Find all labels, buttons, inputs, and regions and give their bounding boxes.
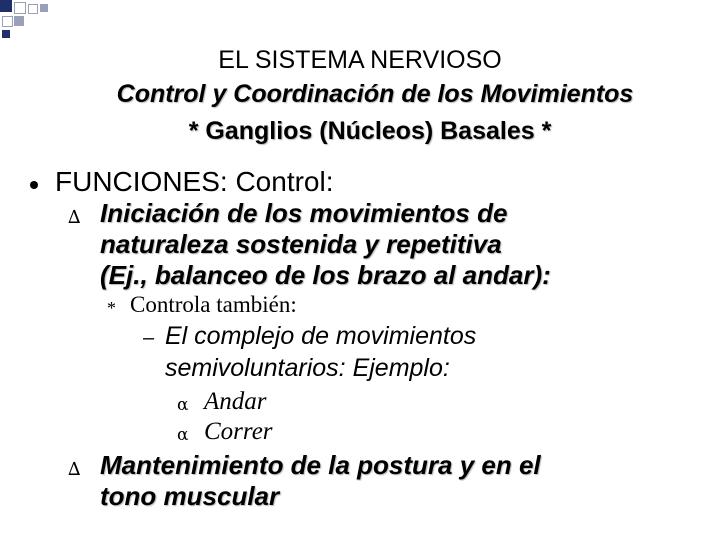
- bullet-dot-icon: [30, 181, 38, 189]
- decor-square: [28, 4, 38, 14]
- decor-square: [14, 16, 24, 26]
- decor-square: [14, 2, 26, 14]
- slide-subtitle: Control y Coordinación de los Movimientos: [116, 80, 634, 108]
- item1-line: (Ej., balanceo de los brazo al andar):: [100, 260, 551, 290]
- alpha-bullet-icon: α: [177, 425, 189, 445]
- slide-topic: * Ganglios (Núcleos) Basales *: [188, 117, 552, 145]
- item2-line: Mantenimiento de la postura y en el: [100, 450, 541, 480]
- dash-bullet-icon: –: [143, 327, 155, 349]
- funciones-heading: FUNCIONES: Control:: [55, 166, 334, 197]
- example-text: Correr: [204, 418, 273, 445]
- example-text: Andar: [204, 388, 267, 415]
- triangle-bullet-icon: ∆: [68, 459, 81, 480]
- slide-title: EL SISTEMA NERVIOSO: [218, 46, 502, 74]
- sub2-line: semivoluntarios: Ejemplo:: [165, 354, 450, 382]
- item1-line: Iniciación de los movimientos de: [100, 198, 508, 228]
- corner-decoration: [0, 0, 60, 40]
- triangle-bullet-icon: ∆: [68, 207, 81, 228]
- decor-square: [2, 30, 10, 38]
- item2-line: tono muscular: [100, 481, 280, 511]
- decor-square: [40, 4, 48, 12]
- item1-line: naturaleza sostenida y repetitiva: [100, 229, 502, 259]
- sub2-line: El complejo de movimientos: [165, 322, 477, 350]
- decor-square: [0, 0, 12, 12]
- sub1-text: Controla también:: [130, 292, 297, 317]
- alpha-bullet-icon: α: [177, 395, 189, 415]
- asterisk-bullet-icon: *: [107, 298, 116, 318]
- decor-square: [2, 16, 13, 27]
